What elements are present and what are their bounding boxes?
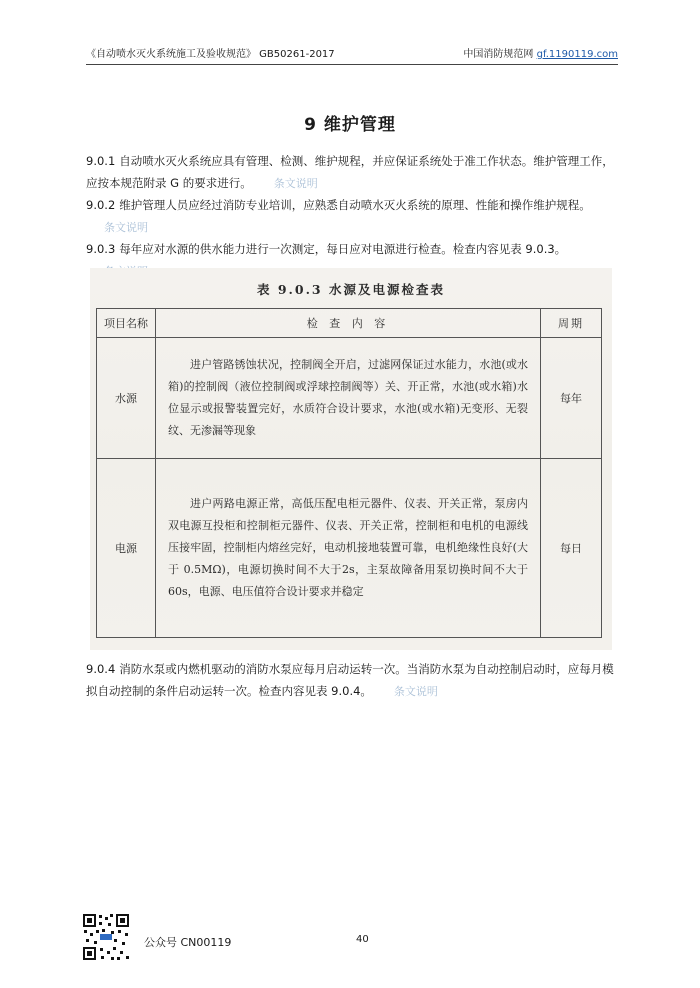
section-text: 自动喷水灭火系统应具有管理、检测、维护规程，并应保证系统处于准工作状态。维护管理工作，应按本规范附录 G 的要求进行。 <box>86 154 614 190</box>
site-name: 中国消防规范网 <box>463 49 534 60</box>
row-period: 每日 <box>541 459 602 638</box>
wechat-account: 公众号 CN00119 <box>144 936 232 949</box>
row-item: 电源 <box>97 459 156 638</box>
chapter-title: 9 维护管理 <box>304 115 396 135</box>
section-text: 消防水泵或内燃机驱动的消防水泵应每月启动运转一次。当消防水泵为自动控制启动时，应每月模拟自动控制的条件启动运转一次。检查内容见表 9.0.4。 <box>86 662 614 698</box>
header-item: 项目名称 <box>97 309 156 338</box>
header-content: 检 查 内 容 <box>156 309 541 338</box>
site-info <box>463 46 618 64</box>
page-number: 40 <box>356 934 369 945</box>
section-number: 9.0.1 <box>86 154 116 168</box>
site-link[interactable]: gf.1190119.com <box>536 49 618 60</box>
explanation-link[interactable]: 条文说明 <box>393 685 438 698</box>
section-number: 9.0.4 <box>86 662 116 676</box>
document-title: 《自动喷水灭火系统施工及验收规范》 GB50261-2017 <box>86 49 335 60</box>
section-9-0-4 <box>86 658 620 703</box>
table-row <box>97 338 602 459</box>
row-content: 进户两路电源正常，高低压配电柜元器件、仪表、开关正常，泵房内双电源互投柜和控制柜元器件、仪表、开关正常，控制柜和电机的电源线压接牢固，控制柜内熔丝完好，电动机接地装置可靠，电机绝缘性良好(大于 0.5MΩ)，电源切换时间不大于2s，主泵故障备用泵切换时间不大于 60s，电源、电压值符合设计要求并稳定 <box>156 459 541 638</box>
section-9-0-3 <box>86 238 620 260</box>
row-content: 进户管路锈蚀状况，控制阀全开启，过滤网保证过水能力，水池(或水箱)的控制阀（液位控制阀或浮球控制阀等）关、开正常，水池(或水箱)水位显示或报警装置完好，水质符合设计要求，水池(或水箱)无变形、无裂纹、无渗漏等现象 <box>156 338 541 459</box>
explanation-link[interactable]: 条文说明 <box>273 177 318 190</box>
row-period: 每年 <box>541 338 602 459</box>
section-9-0-2 <box>86 194 620 216</box>
section-text: 每年应对水源的供水能力进行一次测定，每日应对电源进行检查。检查内容见表 9.0.3。 <box>119 242 567 256</box>
table-header-row <box>97 309 602 338</box>
qr-code-icon[interactable] <box>82 913 130 961</box>
section-9-0-1 <box>86 150 620 195</box>
header-period: 周期 <box>541 309 602 338</box>
section-number: 9.0.3 <box>86 242 116 256</box>
table-row <box>97 459 602 638</box>
row-item: 水源 <box>97 338 156 459</box>
explanation-link[interactable]: 条文说明 <box>104 221 148 234</box>
scanned-table-image <box>90 268 612 650</box>
table-title: 表 9.0.3 水源及电源检查表 <box>256 282 445 297</box>
page-header <box>86 46 618 65</box>
section-text: 维护管理人员应经过消防专业培训，应熟悉自动喷水灭火系统的原理、性能和操作维护规程。 <box>119 198 591 212</box>
inspection-table <box>96 308 602 638</box>
section-number: 9.0.2 <box>86 198 116 212</box>
